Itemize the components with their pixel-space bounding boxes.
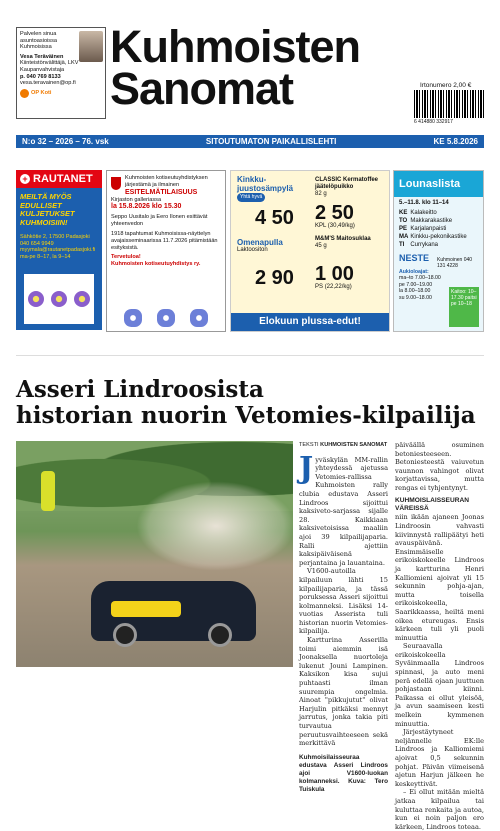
crest-icon — [111, 177, 121, 190]
offer-4-title: M&M'S Maitosuklaa — [315, 236, 371, 242]
menu-day: TI — [399, 242, 405, 248]
offer-3-size: 82 g — [315, 191, 327, 197]
rally-car — [91, 581, 256, 641]
menu-day: MA — [399, 234, 409, 240]
byline — [299, 441, 388, 450]
rautanet-ad[interactable] — [16, 170, 102, 330]
paragraph: yväskylän MM-rallin yhteydessä ajetussa Vetomies-rallissa Kuhmoisten rally clubia edustava Asseri Lindroos sijoittui kaksiveto-sarjassa sijalle 28. Kaikkiaan kaksivetoisissa maaliin ajoi 39 kilpailijaparia. Ralli ajettiin kaksipäiväisenä perjantaina ja lauantaina. — [299, 455, 388, 567]
flower-icon — [74, 291, 90, 307]
headline-line-1: Asseri Lindroosista — [16, 376, 264, 403]
menu-row — [399, 241, 469, 249]
paragraph: Kartturina Asserilla toimi aiemmin isä Joonaksella nuortoleja lukenut Jouni Lampinen. Kaksikon kisa sujui puhtaasti ilman suurempia ongelmia. Ainoat "pikkujutut" olivat Harjulin pitkäksi mennyt jarrutus, jonka takia piti turvautua peruutusvaihteeseen sekä merkittävä — [299, 636, 388, 748]
lecture-welcome: Tervetuloa! — [111, 254, 141, 261]
kaitoo-hours: Kaitoo: 10–17.30 paitsi pe 10–18 — [449, 287, 479, 327]
dropcap: J — [299, 450, 314, 486]
subheading: KUHMOISLAISSEURAN VÄREISSÄ — [395, 496, 469, 512]
offer-4-price: 1 00 — [315, 263, 354, 285]
hours-line: ma–to 7.00–18.00 — [399, 275, 441, 282]
lecture-time: la 15.8.2026 klo 15.30 — [111, 203, 182, 211]
flower-icon — [124, 309, 142, 327]
issue-bar — [16, 135, 484, 148]
paragraph: päiväällä osuminen betoniesteeseen. Betoniesteestä vaiuvetun vaunnon vahingot olivat korjattavissa, mutta rengas ei tyhjentynyt. — [395, 441, 484, 492]
paragraph: niin ikään ajaneen Joonas Lindroosin vahvasti kiivinnystä rallipäätyi heti avauspäivänä. Ensimmäiselle erikoiskokeelle Lindroos ja kartturina Henri Kalliomieni ajoivat yli 15 sekunnin pohja-ajan, mutta toisella erikoiskokeella, Saarikkaassa, heiltä meni oikea etureugas. Ensis kärkeen tuli yli puoli minuuttia — [395, 513, 484, 642]
rautanet-address: Sähkötie 2, 17500 Padasjoki 040 654 9949 myymala@rautanetpadasjoki.fi ma-pe 8–17, la 9–14 — [20, 234, 96, 260]
neste-logo: NESTE — [399, 253, 430, 263]
menu-row — [399, 217, 469, 225]
offer-2-title: Omenapulla — [237, 238, 283, 247]
lecture-details: 1918 tapahtumat Kuhmoisissa-näyttelyn avajaisseminaarissa 11.7.2026 pitämistään esityksistä. — [111, 230, 218, 251]
paragraph: V1600-autoilla kilpailuun lähti 15 kilpailijaparia, ja tässä poruksessa Asseri sijoittui kolmanneksi. Lisäksi 14-vuotias Asserista tuli historian nuorin Vetomies-kilpailija. — [299, 567, 388, 636]
barcode — [414, 90, 484, 118]
paragraph: Järjestäytyneet neljännelle EK:lle Lindroos ja Kalliomiemi ajoivat 0,5 sekunnin pohjat. Päivän viimeisenä ajetun Harjun jälkeen he keskeyttivät. — [395, 728, 484, 788]
neste-offers-ad[interactable] — [230, 170, 390, 332]
paragraph: Seuraavalla erikoiskokeella Syväinmaalla Lindroos spinnasi, ja auto meni perä edellä ojaan juuttuen pohjastaan kiinni. Paikassa ei ollut yleisöä, ja avun saamiseen kesti melkein kymmenen minuuttia. — [395, 642, 484, 728]
menu-day: TO — [399, 218, 408, 224]
paragraph: – Ei ollut mitään mieltä jatkaa kilpailua tai kuluttaa renkaita ja autoa, kun ei noin paljon ero kärkeen, Lindroos toteaa. — [395, 788, 484, 831]
realtor-email: vesa.teravainen@op.fi — [20, 80, 76, 87]
issue-date: KE 5.8.2026 — [433, 137, 478, 146]
photo-dust — [136, 481, 296, 571]
article-column-1 — [299, 441, 388, 793]
headline-line-2: historian nuorin Vetomies-kilpailija — [16, 402, 476, 429]
offer-3-unit: KPL — [315, 223, 327, 229]
hours-line: la 8.00–18.00 — [399, 288, 431, 295]
lunch-dates: 5.–11.8. klo 11–14 — [399, 200, 449, 206]
offer-4-kg: (22,22/kg) — [324, 284, 352, 290]
photo-marshal — [41, 471, 55, 511]
menu-dish: Kalakeitto — [410, 210, 437, 216]
flower-decoration — [117, 309, 215, 327]
lunch-title: Lounaslista — [394, 171, 483, 197]
offer-3-price: 2 50 — [315, 202, 354, 224]
offer-4-unit: PS — [315, 284, 324, 290]
flower-icon — [28, 291, 44, 307]
bank-logo — [20, 89, 102, 98]
tagline: SITOUTUMATON PAIKALLISLEHTI — [205, 137, 337, 146]
lecture-speaker: Seppo Uusitalo ja Eero Ilonen esittävät yhteenvedon — [111, 214, 208, 228]
rautanet-header — [16, 170, 102, 188]
barcode-number: 6 414880 332917 — [414, 119, 453, 125]
bank-name: OP Koti — [31, 89, 52, 96]
neste-brand-row — [394, 249, 483, 269]
neste-offers-footer: Elokuun plussa-edut! — [231, 313, 389, 331]
article-column-2 — [395, 441, 484, 831]
offer-3-title: CLASSIC Kermatoffee jäätelöpuikko — [315, 177, 379, 190]
menu-row — [399, 209, 469, 217]
hours-line: pe 7.00–19.00 — [399, 281, 433, 288]
flower-icon — [190, 309, 208, 327]
offer-4-size: 45 g — [315, 243, 327, 249]
offer-3-kg: (30,49/kg) — [327, 223, 355, 229]
car-livery — [111, 601, 181, 617]
flower-image — [24, 274, 94, 324]
lecture-signature: Kuhmoisten kotiseutuyhdistys ry. — [111, 261, 201, 268]
rautanet-brand: RAUTANET — [33, 173, 93, 185]
lecture-ad[interactable] — [106, 170, 226, 332]
photo-caption: Kuhmoisilaisseuraa edustava Asseri Lindroos ajoi V1600-luokan kolmanneksi. Kuva: Tero Tuiskula — [299, 753, 388, 793]
realtor-phone: p. 040 769 8133 — [20, 73, 61, 80]
offer-1-price: 4 50 — [255, 207, 294, 229]
hours-title: Aukioloajat: — [399, 269, 429, 275]
plus-icon: + — [20, 174, 30, 184]
lunch-menu-table — [399, 209, 469, 249]
menu-dish: Curryk​ana — [410, 242, 439, 248]
menu-row — [399, 225, 469, 233]
wheel-icon — [208, 623, 232, 647]
menu-day: KE — [399, 210, 408, 216]
issue-price: Irtonumero 2,00 € — [420, 82, 472, 89]
menu-row — [399, 233, 469, 241]
menu-day: PE — [399, 226, 408, 232]
offer-2-subtitle: Laktoositon — [237, 247, 268, 253]
flower-icon — [157, 309, 175, 327]
wheel-icon — [113, 623, 137, 647]
byline-label: TEKSTI — [299, 442, 319, 448]
realtor-intro: Palvelen sinua asuntoasioissa Kuhmoisissa — [20, 31, 58, 51]
neste-location: Kuhmoinen 040 131 4228 — [437, 257, 473, 269]
hours-line: su 9.00–18.00 — [399, 294, 432, 301]
masthead-line-1: Kuhmoisten — [110, 21, 361, 72]
realtor-photo — [79, 31, 103, 62]
op-logo-icon — [20, 89, 29, 98]
realtor-ad[interactable] — [16, 27, 106, 119]
realtor-name: Vesa Teräväinen — [20, 53, 64, 60]
article-headline[interactable] — [16, 377, 484, 429]
lunch-menu-ad[interactable] — [393, 170, 484, 332]
rally-photo[interactable] — [16, 441, 293, 667]
offer-1-badge: Yhtä hyvä — [237, 193, 265, 202]
realtor-title: Kiinteistönvälittäjä, LKV Kaupanvahvistaja — [20, 60, 79, 73]
flower-icon — [51, 291, 67, 307]
lecture-org: Kuhmoisten kotiseutuyhdistyksen järjestämä ja ilmainen — [125, 175, 208, 188]
divider — [16, 355, 484, 356]
issue-number: N:o 32 – 2026 – 76. vsk — [22, 137, 109, 146]
menu-dish: Makkarakastike — [410, 218, 453, 224]
byline-name: KUHMOISTEN SANOMAT — [320, 442, 388, 448]
offer-2-price: 2 90 — [255, 267, 294, 289]
offer-1-title: Kinkku-juustosämpylä — [237, 175, 294, 193]
masthead-line-2: Sanomat — [110, 63, 294, 114]
lecture-place: Kirjaston galleriassa — [111, 196, 162, 203]
lecture-event: ESITELMÄTILAISUUS — [125, 188, 198, 196]
rautanet-slogan: MEILTÄ MYÖS EDULLISET KULJETUKSET KUHMOISIIN! — [20, 192, 75, 227]
menu-dish: Karjalanpaisti — [410, 226, 447, 232]
masthead-title — [110, 21, 361, 114]
menu-dish: Kinkku-pekonikastike — [410, 234, 467, 240]
